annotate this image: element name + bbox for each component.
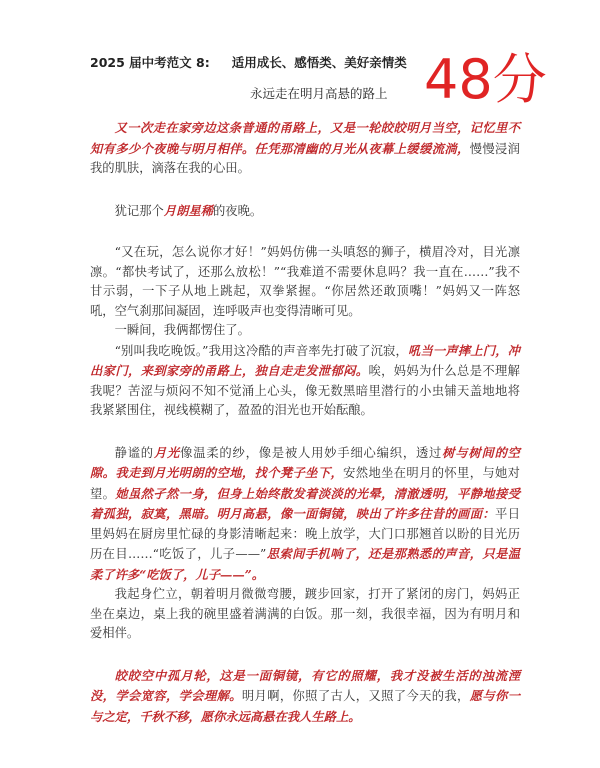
body-text: 安然地坐在明月的怀里，与她对望。: [90, 466, 520, 501]
header-line: [90, 53, 407, 71]
essay-body: [90, 118, 520, 727]
highlighted-text: 树与树间的空隙。我走到月光明朗的空地，找个凳子坐下，: [90, 444, 520, 480]
body-text: 犹记那个: [114, 203, 164, 218]
header-label: 2025 届中考范文 8:: [90, 55, 210, 70]
highlighted-text: 月朗星稀: [163, 202, 213, 218]
body-text: “又在玩，怎么说你才好！”妈妈仿佛一头嗔怒的狮子，横眉冷对，目光凛凛。“都快考试了，还那么放松！”“我难道不需要休息吗？我一直在……”我不甘示弱，一下子从地上跳起，双拳紧握。“你居然还敢顶嘴！”妈妈又一阵怒吼，空气刹那间凝固，连呼吸声也变得清晰可见。: [90, 245, 520, 318]
body-text: 一瞬间，我俩都愣住了。: [114, 323, 250, 337]
body-text: 平日里妈妈在厨房里忙碌的身影清晰起来：晚上放学，大门口那翘首以盼的目光历历在目……“吃饭了，儿子——”: [90, 507, 520, 561]
body-text: “别叫我吃晚饭。”我用这冷酷的声音率先打破了沉寂，: [114, 343, 408, 358]
paragraph-7: [90, 585, 520, 644]
paragraph-5: [90, 341, 520, 421]
body-text: 唉，妈妈为什么总是不理解我呢？苦涩与烦闷不知不觉涌上心头，像无数黑暗里潜行的小虫铺天盖地地将我紧紧围住，视线模糊了，盈盈的泪光也开始酝酿。: [90, 364, 520, 417]
body-text: 像温柔的纱，像是被人用妙手细心编织，透过: [180, 445, 443, 460]
highlighted-text: 又一次走在家旁边这条普通的甬路上，又是一轮皎皎明月当空，记忆里不知有多少个夜晚与明月相伴。任凭那清幽的月光从夜幕上缓缓流淌，: [90, 120, 520, 156]
body-text: 明月啊，你照了古人，又照了今天的我，: [241, 689, 470, 703]
paragraph-8: [90, 666, 520, 728]
paragraph-6: [90, 443, 520, 586]
highlighted-text: 月光: [153, 444, 181, 460]
body-text: 我起身伫立，朝着明月微微弯腰，踱步回家，打开了紧闭的房门，妈妈正坐在桌边，桌上我的碗里盛着满满的白饭。那一刻，我很幸福，因为有明月和爱相伴。: [90, 587, 520, 640]
paragraph-4: [90, 321, 520, 341]
highlighted-text: 思索间手机响了，还是那熟悉的声音，只是温柔了许多“吃饭了，儿子——”。: [90, 546, 520, 582]
body-text: 静谧的: [114, 445, 154, 460]
highlighted-text: 吼当一声摔上门，冲出家门，来到家旁的甬路上，独自走走发泄郁闷。: [90, 342, 520, 378]
paragraph-1: [90, 118, 520, 179]
highlighted-text: 她虽然孑然一身，但身上始终散发着淡淡的光晕，清澈透明，平静地接受着孤独，寂寞，黑暗。明月高悬，像一面铜镜，映出了许多往昔的画面：: [90, 485, 520, 521]
paragraph-2: [90, 201, 520, 222]
paragraph-3: [90, 243, 520, 321]
body-text: 的夜晚。: [213, 203, 263, 218]
essay-title: 永远走在明月高悬的路上: [250, 86, 388, 101]
header-tags: 适用成长、感悟类、美好亲情类: [231, 55, 407, 70]
score-annotation: 48分: [424, 48, 547, 111]
highlighted-text: 愿与你一与之定，千秋不移，愿你永远高悬在我人生路上。: [90, 688, 520, 724]
highlighted-text: 皎皎空中孤月轮，这是一面铜镜，有它的照耀，我才没被生活的浊流湮没，学会宽容，学会理解。: [90, 667, 520, 703]
body-text: 慢慢浸润我的肌肤，滴落在我的心田。: [90, 141, 520, 175]
